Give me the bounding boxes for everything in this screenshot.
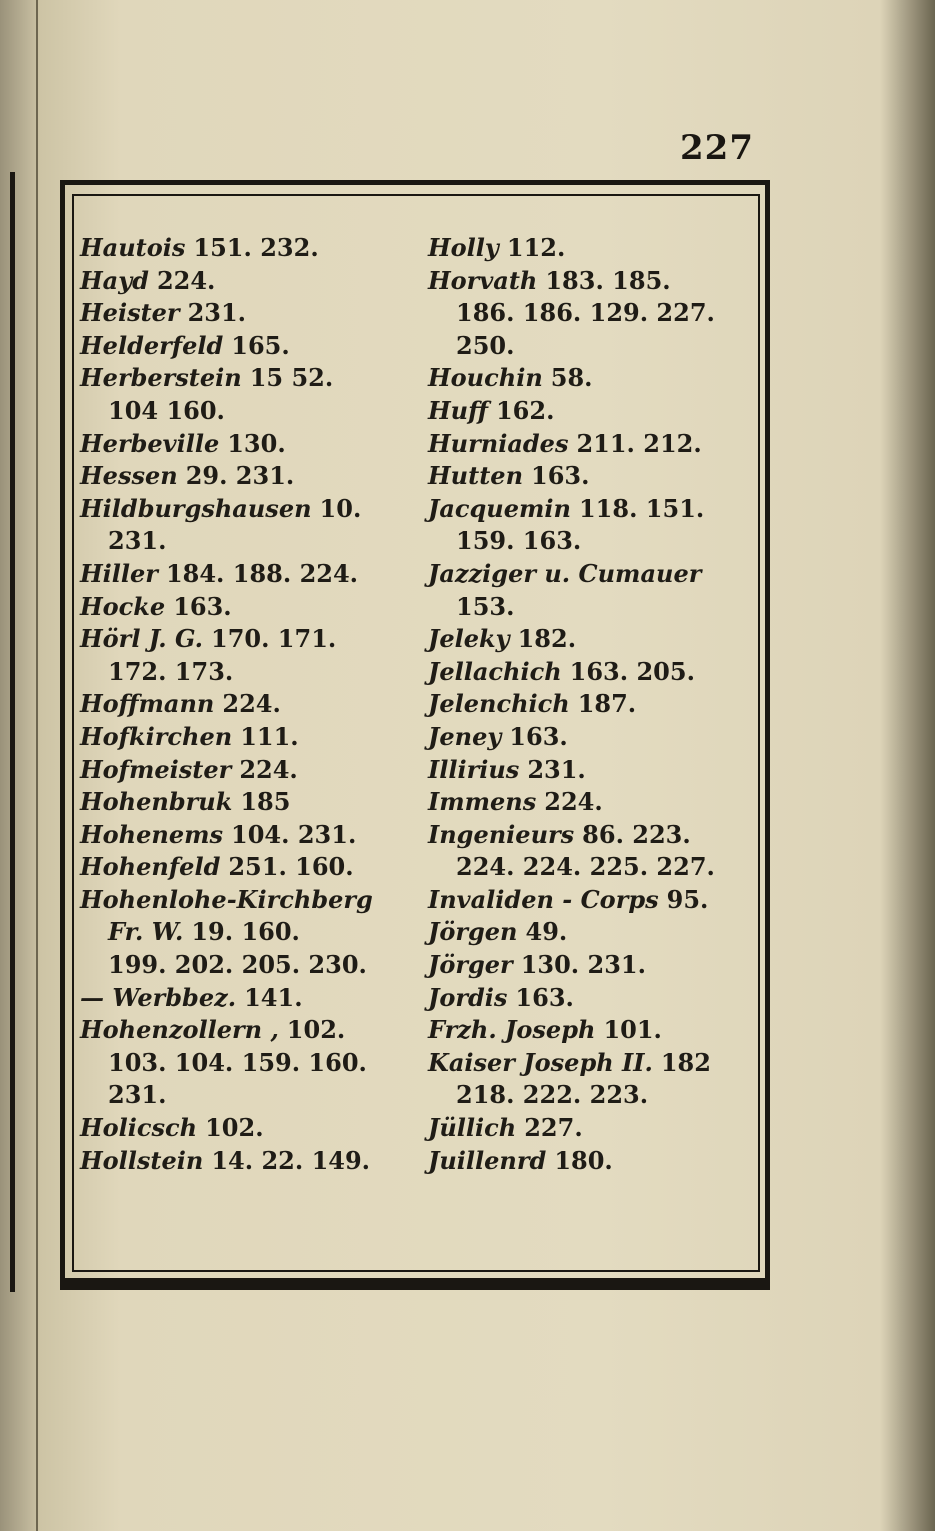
entry-pages: 49.	[525, 917, 568, 947]
entry-name: Horvath	[428, 265, 538, 295]
entry-pages: 102.	[205, 1113, 264, 1143]
index-entry	[80, 525, 410, 558]
entry-name: Hessen	[80, 461, 178, 491]
index-entry	[80, 982, 410, 1015]
entry-name: Helderfeld	[80, 330, 224, 360]
index-entry	[80, 623, 410, 656]
entry-pages: 118. 151.	[578, 493, 705, 523]
entry-pages: 10.	[319, 493, 362, 523]
index-column-right	[428, 232, 758, 1177]
entry-pages: 224.	[239, 754, 298, 784]
entry-name: Jörgen	[428, 917, 518, 947]
index-entry	[80, 232, 410, 265]
index-column-left	[80, 232, 410, 1177]
entry-pages: 163.	[515, 982, 574, 1012]
entry-pages: 224. 224. 225. 227.	[456, 852, 715, 882]
index-entry	[80, 1112, 410, 1145]
index-entry	[80, 1079, 410, 1112]
entry-pages: 130. 231.	[520, 950, 646, 980]
entry-pages: 86. 223.	[582, 819, 691, 849]
entry-name: Herberstein	[80, 363, 242, 393]
entry-pages: 29. 231.	[185, 461, 295, 491]
entry-name: Hautois	[80, 233, 186, 262]
entry-pages: 231.	[108, 526, 167, 556]
index-entry	[80, 1047, 410, 1080]
index-entry	[428, 721, 758, 754]
entry-pages: 251. 160.	[228, 852, 354, 882]
entry-name: Hörl J. G.	[80, 624, 203, 654]
entry-pages: 231.	[108, 1080, 167, 1110]
entry-pages: 227.	[524, 1113, 583, 1143]
entry-pages: 163.	[531, 461, 590, 491]
index-entry	[428, 362, 758, 395]
index-entry	[80, 916, 410, 949]
entry-name: Jacquemin	[428, 493, 571, 523]
entry-name: Juillenrd	[428, 1145, 547, 1175]
entry-pages: 224.	[156, 265, 216, 295]
index-entry	[428, 1047, 758, 1080]
entry-name: Hoffmann	[80, 689, 215, 719]
entry-name: Jelenchich	[428, 689, 570, 719]
entry-name: Hohenzollern ,	[80, 1015, 279, 1045]
entry-pages: 104. 231.	[231, 819, 357, 849]
entry-name: Holly	[428, 233, 499, 262]
entry-name: Hofkirchen	[80, 721, 233, 751]
entry-pages: 182.	[517, 624, 577, 654]
index-entry	[80, 330, 410, 363]
entry-pages: 163. 205.	[569, 656, 695, 686]
index-entry	[428, 819, 758, 852]
entry-name: Hurniades	[428, 428, 569, 458]
index-entry	[428, 395, 758, 428]
entry-pages: 163.	[173, 591, 232, 621]
index-entry	[80, 493, 410, 526]
entry-pages: 151. 232.	[193, 233, 319, 262]
entry-pages: 141.	[244, 982, 303, 1012]
index-entry	[428, 428, 758, 461]
entry-pages: 103. 104. 159. 160.	[108, 1047, 367, 1077]
entry-name: Hohenlohe-Kirchberg	[80, 884, 373, 914]
index-entry	[428, 949, 758, 982]
entry-pages: 159. 163.	[456, 526, 582, 556]
entry-name: Hayd	[80, 265, 149, 295]
index-entry	[428, 265, 758, 298]
entry-pages: 185	[240, 787, 291, 817]
entry-pages: 153.	[456, 591, 515, 621]
entry-pages: 112.	[506, 233, 566, 262]
entry-pages: 101.	[603, 1015, 662, 1045]
index-entry	[428, 1079, 758, 1112]
index-entry	[80, 265, 410, 298]
entry-name: Frzh. Joseph	[428, 1015, 596, 1045]
entry-pages: 111.	[240, 721, 299, 751]
index-entry	[428, 786, 758, 819]
index-entry	[80, 395, 410, 428]
entry-name: Holicsch	[80, 1113, 198, 1143]
index-entry	[428, 623, 758, 656]
entry-name: Hollstein	[80, 1145, 204, 1175]
entry-pages: 172. 173.	[108, 656, 234, 686]
index-entry	[428, 982, 758, 1015]
entry-name: Jordis	[428, 982, 508, 1012]
entry-name: Ingenieurs	[428, 819, 575, 849]
entry-name: Hohenbruk	[80, 787, 233, 817]
index-entry	[428, 330, 758, 363]
index-entry	[80, 786, 410, 819]
entry-name: Jörger	[428, 950, 513, 980]
index-entry	[80, 1145, 410, 1178]
index-entry	[428, 460, 758, 493]
entry-pages: 224.	[222, 689, 281, 719]
entry-name: Jüllich	[428, 1113, 517, 1143]
entry-pages: 14. 22. 149.	[211, 1145, 371, 1175]
index-entry	[428, 525, 758, 558]
entry-name: Hildburgshausen	[80, 493, 312, 523]
entry-pages: 218. 222. 223.	[456, 1080, 649, 1110]
index-entry	[428, 884, 758, 917]
entry-pages: 102.	[286, 1015, 346, 1045]
entry-name: Jeleky	[428, 624, 510, 654]
entry-name: Hutten	[428, 461, 524, 491]
entry-pages: 180.	[554, 1145, 613, 1175]
index-entry	[428, 688, 758, 721]
entry-pages: 250.	[456, 330, 515, 360]
index-entry	[80, 884, 410, 917]
index-entry	[80, 460, 410, 493]
entry-name: Hohenems	[80, 819, 224, 849]
index-entry	[80, 949, 410, 982]
index-entry	[428, 558, 758, 591]
entry-pages: 165.	[231, 330, 290, 360]
entry-name: — Werbbez.	[80, 982, 237, 1012]
entry-pages: 182	[660, 1047, 711, 1077]
entry-pages: 183. 185.	[545, 265, 671, 295]
entry-pages: 199. 202. 205. 230.	[108, 950, 367, 980]
entry-pages: 95.	[666, 884, 709, 914]
index-entry	[428, 1112, 758, 1145]
entry-name: Houchin	[428, 363, 543, 393]
entry-pages: 170. 171.	[211, 624, 337, 654]
entry-pages: 19. 160.	[191, 917, 300, 947]
entry-name: Immens	[428, 787, 537, 817]
index-entry	[80, 851, 410, 884]
entry-name: Hohenfeld	[80, 852, 221, 882]
entry-name: Jellachich	[428, 656, 562, 686]
entry-name: Hiller	[80, 558, 158, 588]
index-entry	[428, 916, 758, 949]
index-entry	[80, 656, 410, 689]
entry-pages: 162.	[495, 395, 555, 425]
index-entry	[428, 754, 758, 787]
entry-name: Invaliden - Corps	[428, 884, 659, 914]
entry-name: Hofmeister	[80, 754, 232, 784]
entry-pages: 163.	[509, 721, 568, 751]
entry-pages: 104 160.	[108, 395, 225, 425]
entry-name: Illirius	[428, 754, 520, 784]
index-entry	[428, 1145, 758, 1178]
index-entry	[80, 754, 410, 787]
entry-name: Hocke	[80, 591, 166, 621]
index-entry	[80, 591, 410, 624]
entry-pages: 224.	[544, 787, 603, 817]
entry-pages: 211. 212.	[576, 428, 702, 458]
index-entry	[428, 1014, 758, 1047]
index-entry	[80, 428, 410, 461]
index-entry	[428, 297, 758, 330]
entry-pages: 187.	[577, 689, 637, 719]
entry-name: Huff	[428, 395, 488, 425]
index-entry	[80, 688, 410, 721]
index-entry	[80, 721, 410, 754]
entry-name: Jazziger u. Cumauer	[428, 558, 702, 588]
index-entry	[428, 232, 758, 265]
index-entry	[428, 591, 758, 624]
index-entry	[80, 362, 410, 395]
page-number: 227	[680, 128, 754, 168]
entry-pages: 186. 186. 129. 227.	[456, 298, 715, 328]
entry-name: Kaiser Joseph II.	[428, 1047, 653, 1077]
index-entry	[80, 1014, 410, 1047]
entry-name: Jeney	[428, 721, 502, 751]
index-entry	[80, 819, 410, 852]
entry-name: Fr. W.	[108, 917, 184, 947]
entry-pages: 184. 188. 224.	[165, 558, 359, 588]
entry-name: Herbeville	[80, 428, 220, 458]
entry-pages: 231.	[187, 298, 247, 328]
entry-pages: 58.	[550, 363, 593, 393]
index-entry	[80, 558, 410, 591]
index-entry	[428, 656, 758, 689]
index-entry	[428, 493, 758, 526]
index-entry	[80, 297, 410, 330]
entry-pages: 15 52.	[249, 363, 334, 393]
entry-name: Heister	[80, 298, 180, 328]
entry-pages: 130.	[227, 428, 286, 458]
index-entry	[428, 851, 758, 884]
entry-pages: 231.	[527, 754, 586, 784]
previous-page-frame	[0, 172, 15, 1292]
